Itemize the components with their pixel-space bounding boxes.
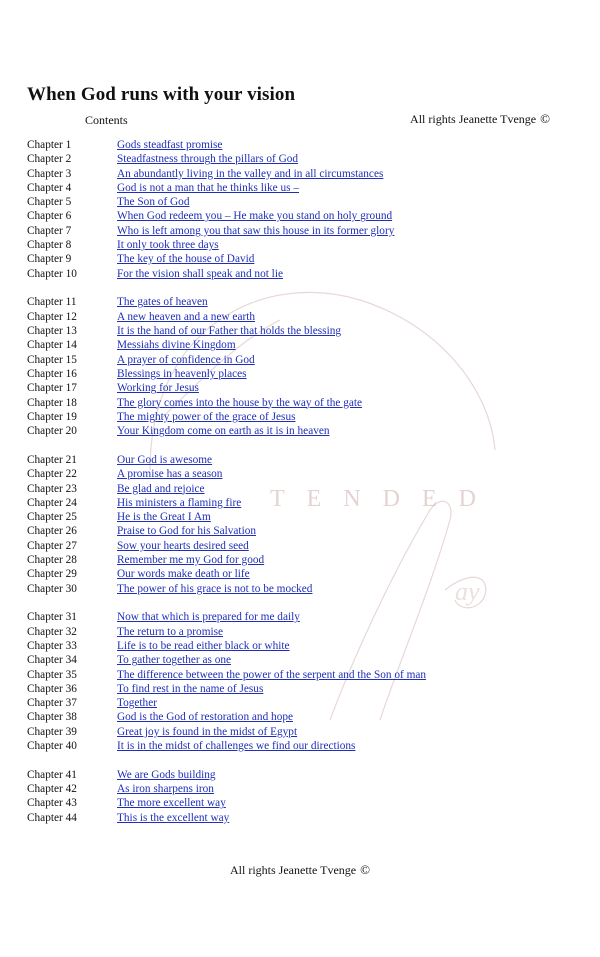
chapter-number: Chapter 40: [27, 740, 77, 753]
chapter-number: Chapter 36: [27, 682, 77, 695]
toc-row: [27, 524, 587, 538]
toc-row: [27, 310, 587, 324]
toc-row: [27, 410, 587, 424]
chapter-number: Chapter 9: [27, 253, 72, 266]
toc-row: [27, 582, 587, 596]
chapter-title-link[interactable]: Working for Jesus: [117, 382, 199, 395]
chapter-title-link[interactable]: A new heaven and a new earth: [117, 310, 256, 323]
chapter-title-link[interactable]: The mighty power of the grace of Jesus: [117, 410, 296, 423]
chapter-title-link[interactable]: The return to a promise: [117, 625, 224, 638]
chapter-title-link[interactable]: It only took three days: [117, 239, 219, 252]
chapter-number: Chapter 41: [27, 768, 77, 781]
chapter-title-link[interactable]: Remember me my God for good: [117, 554, 265, 567]
toc-row: [27, 152, 587, 166]
chapter-number: Chapter 16: [27, 367, 77, 380]
chapter-number: Chapter 37: [27, 697, 77, 710]
chapter-number: Chapter 8: [27, 239, 72, 252]
toc-row: [27, 224, 587, 238]
chapter-number: Chapter 22: [27, 468, 77, 481]
toc-row: [27, 553, 587, 567]
toc-row: [27, 567, 587, 581]
chapter-title-link[interactable]: Our words make death or life: [117, 568, 250, 581]
chapter-title-link[interactable]: Great joy is found in the midst of Egypt: [117, 725, 298, 738]
chapter-title-link[interactable]: Life is to be read either black or white: [117, 640, 290, 652]
contents-label: Contents: [85, 113, 128, 127]
toc-row: [27, 796, 587, 810]
chapter-title-link[interactable]: The power of his grace is not to be mocked: [117, 582, 313, 595]
chapter-title-link[interactable]: When God redeem you – He make you stand on holy ground: [117, 210, 393, 223]
chapter-title-link[interactable]: Our God is awesome: [117, 453, 213, 466]
chapter-title-link[interactable]: This is the excellent way: [117, 811, 230, 824]
chapter-number: Chapter 35: [27, 668, 77, 681]
chapter-title-link[interactable]: Messiahs divine Kingdom: [117, 339, 236, 352]
toc-row: [27, 768, 587, 782]
toc-row: [27, 811, 587, 825]
chapter-group: [27, 138, 587, 281]
chapter-number: Chapter 32: [27, 625, 77, 638]
chapter-number: Chapter 43: [27, 797, 77, 810]
toc-row: [27, 725, 587, 739]
chapter-number: Chapter 25: [27, 511, 77, 524]
chapter-number: Chapter 28: [27, 554, 77, 567]
chapter-group: [27, 768, 587, 825]
copyright-icon: ©: [540, 111, 550, 126]
chapter-title-link[interactable]: Sow your hearts desired seed: [117, 539, 249, 552]
chapter-title-link[interactable]: The Son of God: [117, 196, 190, 209]
chapter-title-link[interactable]: Your Kingdom come on earth as it is in heaven: [117, 425, 330, 438]
chapter-number: Chapter 11: [27, 296, 77, 309]
toc-row: [27, 353, 587, 367]
chapter-title-link[interactable]: To gather together as one: [117, 654, 232, 667]
chapter-title-link[interactable]: We are Gods building: [117, 768, 216, 781]
chapter-number: Chapter 24: [27, 496, 77, 509]
toc-row: [27, 138, 587, 152]
chapter-title-link[interactable]: It is the hand of our Father that holds the blessing: [117, 325, 342, 338]
chapter-title-link[interactable]: Steadfastness through the pillars of God: [117, 153, 299, 166]
toc-row: [27, 238, 587, 252]
toc-row: [27, 367, 587, 381]
svg-text:TENDED: TENDED: [270, 486, 498, 512]
chapter-title-link[interactable]: He is the Great I Am: [117, 511, 211, 524]
toc-row: [27, 610, 587, 624]
chapter-title-link[interactable]: God is not a man that he thinks like us –: [117, 181, 299, 194]
chapter-number: Chapter 4: [27, 181, 72, 194]
chapter-title-link[interactable]: Now that which is prepared for me daily: [117, 611, 300, 624]
chapter-number: Chapter 10: [27, 267, 77, 280]
chapter-number: Chapter 33: [27, 640, 77, 652]
toc-row: [27, 467, 587, 481]
toc-row: [27, 782, 587, 796]
toc-row: [27, 424, 587, 438]
chapter-number: Chapter 34: [27, 654, 77, 667]
chapter-title-link[interactable]: Praise to God for his Salvation: [117, 525, 256, 538]
toc-row: [27, 682, 587, 696]
chapter-number: Chapter 1: [27, 139, 72, 151]
chapter-number: Chapter 42: [27, 783, 77, 796]
chapter-title-link[interactable]: It is in the midst of challenges we find our directions: [117, 740, 356, 753]
toc-row: [27, 453, 587, 467]
toc-row: [27, 267, 587, 281]
chapter-number: Chapter 39: [27, 725, 77, 738]
rights-notice-top: [410, 111, 550, 127]
chapter-number: Chapter 31: [27, 611, 77, 624]
chapter-number: Chapter 30: [27, 582, 77, 595]
chapter-number: Chapter 17: [27, 382, 77, 395]
copyright-icon: ©: [360, 862, 370, 877]
chapter-title-link[interactable]: Be glad and rejoice: [117, 482, 205, 495]
toc-row: [27, 710, 587, 724]
chapter-title-link[interactable]: His ministers a flaming fire: [117, 496, 242, 509]
toc-row: [27, 209, 587, 223]
chapter-group: [27, 610, 587, 753]
document-title: When God runs with your vision: [27, 84, 296, 105]
chapter-title-link[interactable]: Who is left among you that saw this house in its former glory: [117, 224, 395, 237]
chapter-number: Chapter 27: [27, 539, 77, 552]
chapter-title-link[interactable]: The glory comes into the house by the way of the gate: [117, 396, 363, 409]
chapter-number: Chapter 5: [27, 196, 72, 209]
chapter-number: Chapter 19: [27, 410, 77, 423]
chapter-title-link[interactable]: An abundantly living in the valley and in all circumstances: [117, 167, 384, 180]
chapter-title-link[interactable]: A prayer of confidence in God: [117, 353, 255, 366]
rights-text: All rights Jeanette Tvenge: [230, 863, 357, 877]
chapter-title-link[interactable]: As iron sharpens iron: [117, 783, 214, 796]
toc-row: [27, 338, 587, 352]
chapter-group: [27, 295, 587, 438]
chapter-number: Chapter 12: [27, 310, 77, 323]
toc-row: [27, 181, 587, 195]
toc-row: [27, 668, 587, 682]
toc-row: [27, 482, 587, 496]
toc-row: [27, 396, 587, 410]
chapter-title-link[interactable]: Blessings in heavenly places: [117, 367, 247, 380]
table-of-contents: [27, 138, 587, 840]
chapter-title-link[interactable]: To find rest in the name of Jesus: [117, 682, 264, 695]
chapter-number: Chapter 23: [27, 482, 77, 495]
chapter-number: Chapter 38: [27, 711, 77, 724]
chapter-number: Chapter 18: [27, 396, 77, 409]
rights-text: All rights Jeanette Tvenge: [410, 112, 537, 126]
toc-row: [27, 539, 587, 553]
chapter-number: Chapter 29: [27, 568, 77, 581]
toc-row: [27, 653, 587, 667]
chapter-title-link[interactable]: Gods steadfast promise: [117, 139, 223, 151]
toc-row: [27, 696, 587, 710]
toc-row: [27, 252, 587, 266]
chapter-title-link[interactable]: God is the God of restoration and hope: [117, 711, 294, 724]
chapter-number: Chapter 15: [27, 353, 77, 366]
chapter-number: Chapter 2: [27, 153, 72, 166]
toc-row: [27, 381, 587, 395]
rights-notice-bottom: [0, 862, 600, 878]
toc-row: [27, 639, 587, 653]
chapter-number: Chapter 21: [27, 453, 77, 466]
chapter-title-link[interactable]: Together: [117, 697, 157, 710]
chapter-title-link[interactable]: The difference between the power of the serpent and the Son of man: [117, 668, 427, 681]
chapter-group: [27, 453, 587, 596]
toc-row: [27, 324, 587, 338]
chapter-number: Chapter 3: [27, 167, 72, 180]
chapter-number: Chapter 26: [27, 525, 77, 538]
toc-row: [27, 167, 587, 181]
chapter-number: Chapter 7: [27, 224, 72, 237]
chapter-title-link[interactable]: The more excellent way: [117, 797, 226, 810]
toc-row: [27, 295, 587, 309]
chapter-title-link[interactable]: The gates of heaven: [117, 296, 208, 309]
svg-text:ay: ay: [455, 577, 480, 606]
chapter-number: Chapter 20: [27, 425, 77, 438]
chapter-number: Chapter 44: [27, 811, 77, 824]
toc-row: [27, 195, 587, 209]
chapter-number: Chapter 13: [27, 325, 77, 338]
toc-row: [27, 739, 587, 753]
chapter-title-link[interactable]: A promise has a season: [117, 468, 223, 481]
chapter-title-link[interactable]: For the vision shall speak and not lie: [117, 267, 283, 280]
toc-row: [27, 496, 587, 510]
chapter-title-link[interactable]: The key of the house of David: [117, 253, 255, 266]
chapter-number: Chapter 14: [27, 339, 77, 352]
toc-row: [27, 625, 587, 639]
toc-row: [27, 510, 587, 524]
chapter-number: Chapter 6: [27, 210, 72, 223]
